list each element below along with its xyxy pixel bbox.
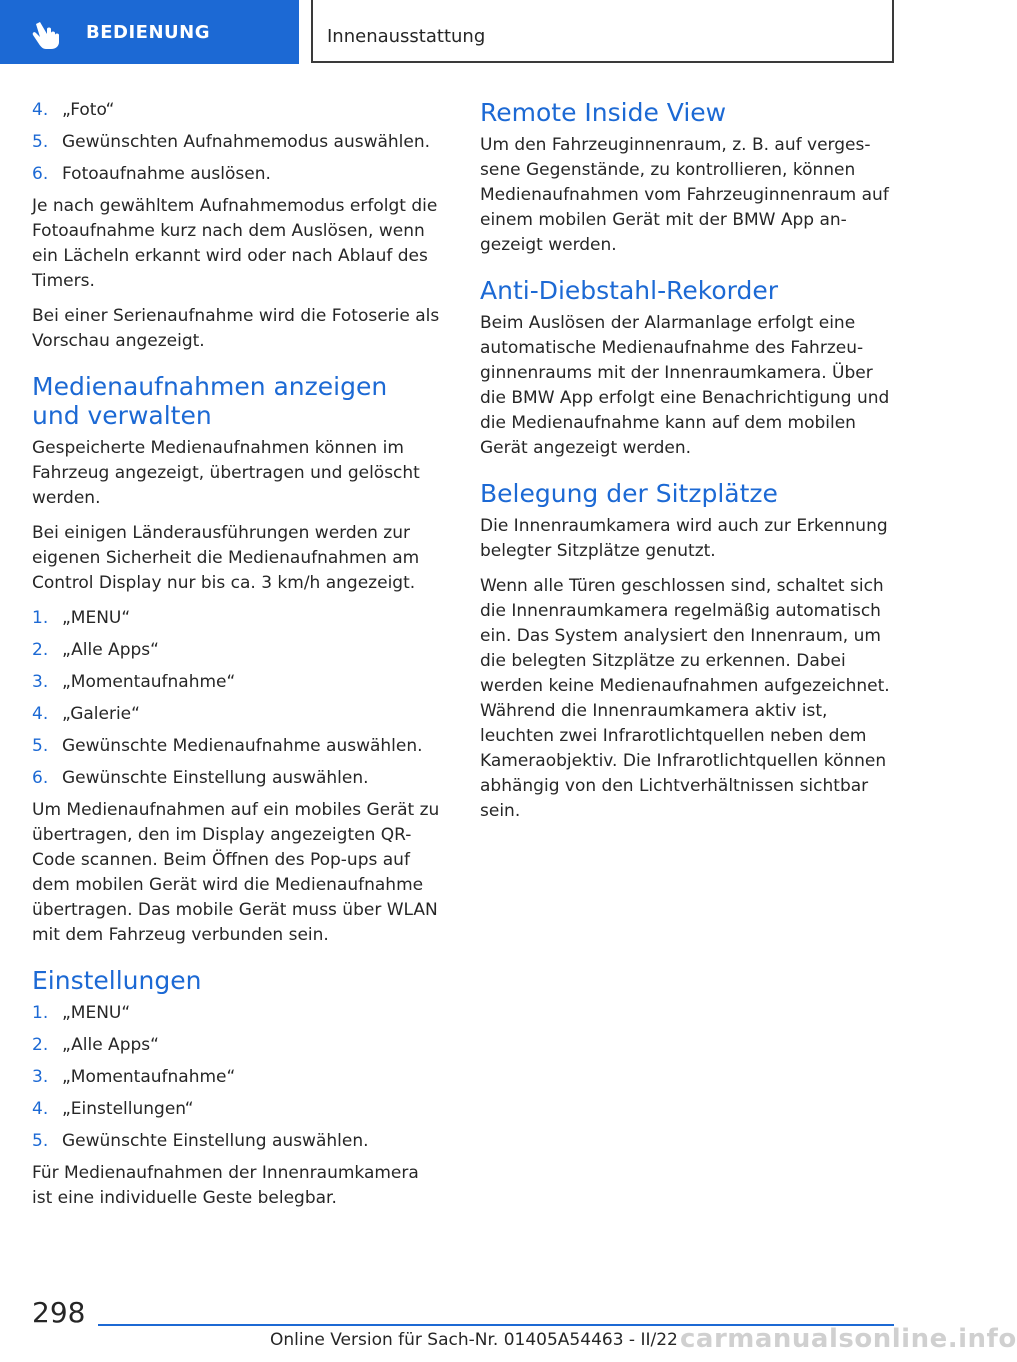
page-number: 298 [32, 1296, 86, 1329]
list-item: 4. „Foto“ [32, 100, 115, 120]
steps-photo [32, 98, 442, 187]
paragraph: Die Innenraumkamera wird auch zur Erkennung belegter Sitzplätze genutzt. [480, 516, 888, 561]
right-column [480, 98, 896, 834]
paragraph: Bei einer Serienaufnahme wird die Fotoserie als Vorschau angezeigt. [32, 306, 440, 351]
chapter-box [311, 0, 894, 63]
paragraph: Gespeicherte Medienaufnahmen können im Fahrzeug angezeigt, übertragen und gelöscht werden. [32, 438, 420, 508]
list-item: 3. „Momentaufnahme“ [32, 672, 236, 692]
list-item: 5. Gewünschten Aufnahmemodus auswählen. [32, 132, 431, 152]
list-item: 6. Fotoaufnahme auslösen. [32, 164, 271, 184]
watermark: carmanualsonline.info [680, 1324, 1017, 1354]
heading-seat-occupancy: Belegung der Sitzplätze [480, 479, 778, 508]
list-item: 1. „MENU“ [32, 608, 131, 628]
list-item: 6. Gewünschte Einstellung auswählen. [32, 768, 369, 788]
paragraph: Bei einigen Länderausführungen werden zur eigenen Sicherheit die Medienaufnahmen am Control Display nur bis ca. 3 km/h angezeigt. [32, 523, 420, 593]
heading-anti-theft-recorder: Anti-Diebstahl-Rekorder [480, 276, 778, 305]
paragraph: Für Medienaufnahmen der Innenraumkamera ist eine individuelle Geste belegbar. [32, 1163, 419, 1208]
list-item: 2. „Alle Apps“ [32, 1035, 159, 1055]
paragraph: Um den Fahrzeuginnenraum, z. B. auf vergessene Gegenstände, zu kontrollieren, können Medienaufnahmen vom Fahrzeuginnenraum auf einem mobilen Gerät mit der BMW App angezeigt werden. [480, 135, 889, 255]
list-item: 4. „Einstellungen“ [32, 1099, 194, 1119]
list-item: 5. Gewünschte Einstellung auswählen. [32, 1131, 369, 1151]
section-title: BEDIENUNG [86, 22, 210, 43]
heading-media-manage: Medienaufnahmen anzeigen und verwalten [32, 372, 388, 430]
list-item: 1. „MENU“ [32, 1003, 131, 1023]
paragraph: Je nach gewähltem Aufnahmemodus erfolgt die Fotoaufnahme kurz nach dem Auslösen, wenn ein Lächeln erkannt wird oder nach Ablauf des Timers. [32, 196, 438, 291]
list-item: 3. „Momentaufnahme“ [32, 1067, 236, 1087]
section-tab [0, 0, 299, 64]
footer-version: Online Version für Sach-Nr. 01405A54463 - II/22 [270, 1330, 678, 1350]
paragraph: Beim Auslösen der Alarmanlage erfolgt eine automatische Medienaufnahme des Fahrzeuginnenraums mit der Innenraumkamera. Über die BMW App erfolgt eine Benachrichtigung und die Medienaufnahme kann auf dem mobilen Gerät angezeigt werden. [480, 313, 890, 458]
steps-settings [32, 1001, 442, 1154]
left-column [32, 98, 442, 1221]
chapter-title: Innenausstattung [327, 26, 486, 47]
steps-gallery [32, 606, 442, 791]
list-item: 4. „Galerie“ [32, 704, 140, 724]
hand-pointer-icon [30, 20, 66, 50]
list-item: 2. „Alle Apps“ [32, 640, 159, 660]
paragraph: Um Medienaufnahmen auf ein mobiles Gerät zu übertragen, den im Display angezeigten QR-Code scannen. Beim Öffnen des Pop-ups auf dem mobilen Gerät wird die Medienaufnahme übertragen. Das mobile Gerät muss über WLAN mit dem Fahrzeug verbunden sein. [32, 800, 440, 945]
paragraph: Wenn alle Türen geschlossen sind, schaltet sich die Innenraumkamera regelmäßig automatisch ein. Das System analysiert den Innenraum, um die belegten Sitzplätze zu erkennen. Dabei werden keine Medienaufnahmen aufgezeichnet. Während die Innenraumkamera aktiv ist, leuchten zwei Infrarotlichtquellen neben dem Kameraobjektiv. Die Infrarotlichtquellen können abhängig von den Lichtverhältnissen sichtbar sein. [480, 576, 890, 821]
heading-remote-inside-view: Remote Inside View [480, 98, 727, 127]
heading-settings: Einstellungen [32, 966, 202, 995]
list-item: 5. Gewünschte Medienaufnahme auswählen. [32, 736, 423, 756]
